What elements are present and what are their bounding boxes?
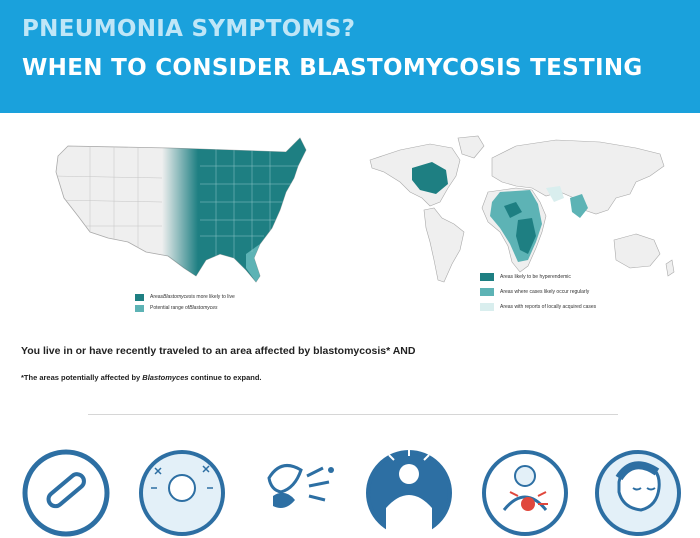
footnote-text: continue to expand. bbox=[188, 373, 262, 382]
us-legend-text: Potential range of bbox=[150, 305, 190, 311]
world-legend-item-hyperendemic bbox=[480, 272, 596, 281]
world-legend-text: Areas with reports of locally acquired cases bbox=[500, 303, 597, 310]
header-title-line2: WHEN TO CONSIDER BLASTOMYCOSIS TESTING bbox=[22, 55, 643, 81]
world-legend-item-local bbox=[480, 302, 596, 311]
us-legend-text: is more likely to live bbox=[191, 294, 235, 300]
us-legend-text: Areas bbox=[150, 294, 164, 300]
footnote-italic: Blastomyces bbox=[142, 373, 189, 382]
chills-icon bbox=[137, 448, 227, 538]
world-map-legend bbox=[480, 272, 596, 317]
swatch-mid-teal bbox=[480, 288, 494, 296]
header-title-line1: PNEUMONIA SYMPTOMS? bbox=[22, 16, 356, 42]
us-legend-item-range bbox=[135, 304, 235, 312]
affected-area-statement: You live in or have recently traveled to an area affected by blastomycosis* AND bbox=[21, 345, 416, 357]
world-legend-text: Areas likely to be hyperendemic bbox=[500, 273, 571, 280]
world-legend-item-regular bbox=[480, 287, 596, 296]
footnote bbox=[21, 373, 262, 382]
us-legend-item-likely bbox=[135, 293, 235, 301]
us-map bbox=[50, 136, 310, 286]
thermometer-icon bbox=[21, 448, 111, 538]
breathing-icon bbox=[480, 448, 570, 538]
divider bbox=[88, 414, 618, 415]
world-legend-text: Areas where cases likely occur regularly bbox=[500, 288, 590, 295]
cough-icon bbox=[251, 448, 341, 538]
us-legend-italic: Blastomyces bbox=[189, 305, 218, 311]
swatch-dark-teal bbox=[480, 273, 494, 281]
footnote-text: *The areas potentially affected by bbox=[21, 373, 143, 382]
world-map bbox=[360, 132, 682, 292]
fatigue-icon bbox=[593, 448, 683, 538]
swatch-mid-teal bbox=[135, 305, 144, 312]
us-legend-italic: Blastomyces bbox=[163, 294, 192, 300]
swatch-light-teal bbox=[480, 303, 494, 311]
swatch-dark-teal bbox=[135, 294, 144, 301]
us-map-legend bbox=[135, 293, 235, 315]
chest-pain-icon bbox=[364, 448, 454, 538]
header-banner bbox=[0, 0, 700, 113]
